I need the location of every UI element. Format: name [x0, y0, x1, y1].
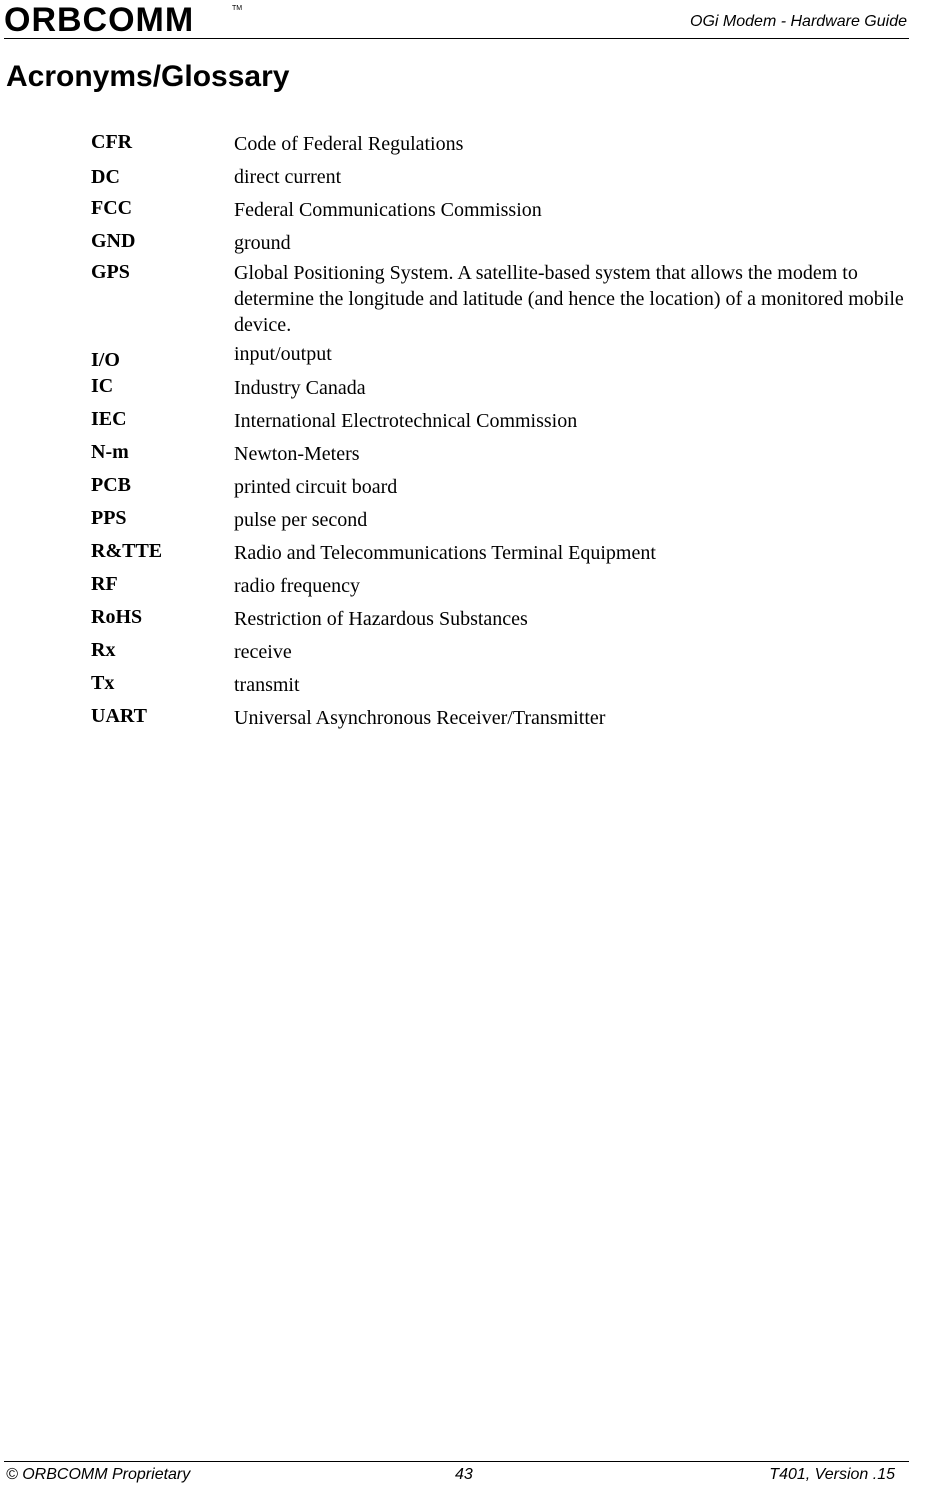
glossary-entry — [91, 131, 927, 164]
glossary-term: N-m — [91, 441, 129, 463]
svg-text:TM: TM — [232, 5, 243, 12]
glossary-entry — [91, 639, 927, 672]
glossary-definition: Restriction of Hazardous Substances — [234, 608, 528, 630]
glossary-entry — [91, 230, 927, 260]
glossary-term: DC — [91, 166, 120, 188]
document-title: OGi Modem - Hardware Guide — [690, 13, 907, 30]
glossary-term: UART — [91, 705, 147, 727]
glossary-list — [91, 131, 927, 738]
glossary-definition: receive — [234, 641, 292, 663]
glossary-entry — [91, 375, 927, 408]
glossary-term: I/O — [91, 349, 120, 371]
glossary-definition: ground — [234, 232, 291, 254]
glossary-definition: direct current — [234, 166, 342, 188]
glossary-term: IEC — [91, 408, 127, 430]
glossary-definition: Universal Asynchronous Receiver/Transmitter — [234, 707, 606, 729]
glossary-entry — [91, 606, 927, 639]
glossary-definition: International Electrotechnical Commission — [234, 410, 578, 432]
footer-divider — [4, 1461, 909, 1462]
glossary-term: FCC — [91, 197, 133, 219]
glossary-entry — [91, 474, 927, 507]
glossary-term: PPS — [91, 507, 127, 529]
glossary-definition: Code of Federal Regulations — [234, 133, 464, 155]
glossary-term: CFR — [91, 131, 133, 153]
glossary-entry — [91, 672, 927, 705]
svg-text:ORBCOMM: ORBCOMM — [4, 1, 195, 36]
glossary-definition: printed circuit board — [234, 476, 398, 498]
glossary-term: R&TTE — [91, 540, 163, 562]
glossary-definition: radio frequency — [234, 575, 361, 597]
glossary-definition: Newton-Meters — [234, 443, 360, 465]
orbcomm-logo — [4, 0, 244, 36]
glossary-term: GPS — [91, 261, 130, 283]
glossary-entry — [91, 341, 927, 375]
glossary-entry — [91, 705, 927, 738]
glossary-entry — [91, 260, 927, 341]
glossary-entry — [91, 573, 927, 606]
glossary-term: RoHS — [91, 606, 143, 628]
glossary-definition: Industry Canada — [234, 377, 366, 399]
page-title: Acronyms/Glossary — [6, 60, 290, 93]
glossary-definition: transmit — [234, 674, 300, 696]
footer-copyright: © ORBCOMM Proprietary — [6, 1466, 191, 1483]
page-header — [0, 0, 927, 40]
glossary-entry — [91, 507, 927, 540]
glossary-term: Rx — [91, 639, 116, 661]
glossary-term: RF — [91, 573, 118, 595]
glossary-definition: Federal Communications Commission — [234, 199, 542, 221]
footer-version: T401, Version .15 — [769, 1466, 895, 1483]
glossary-entry — [91, 540, 927, 573]
glossary-term: PCB — [91, 474, 131, 496]
glossary-entry — [91, 441, 927, 474]
glossary-entry — [91, 197, 927, 230]
glossary-definition: Radio and Telecommunications Terminal Equipment — [234, 542, 656, 564]
footer-page-number: 43 — [455, 1466, 473, 1483]
glossary-entry — [91, 164, 927, 197]
header-divider — [4, 38, 909, 39]
glossary-term: Tx — [91, 672, 115, 694]
glossary-definition: input/output — [234, 343, 332, 365]
glossary-definition: Global Positioning System. A satellite-based system that allows the modem to determine the longitude and latitude (and hence the location) of a monitored mobile device. — [234, 262, 904, 336]
glossary-definition: pulse per second — [234, 509, 368, 531]
glossary-term: GND — [91, 230, 136, 252]
glossary-term: IC — [91, 375, 114, 397]
glossary-entry — [91, 408, 927, 441]
